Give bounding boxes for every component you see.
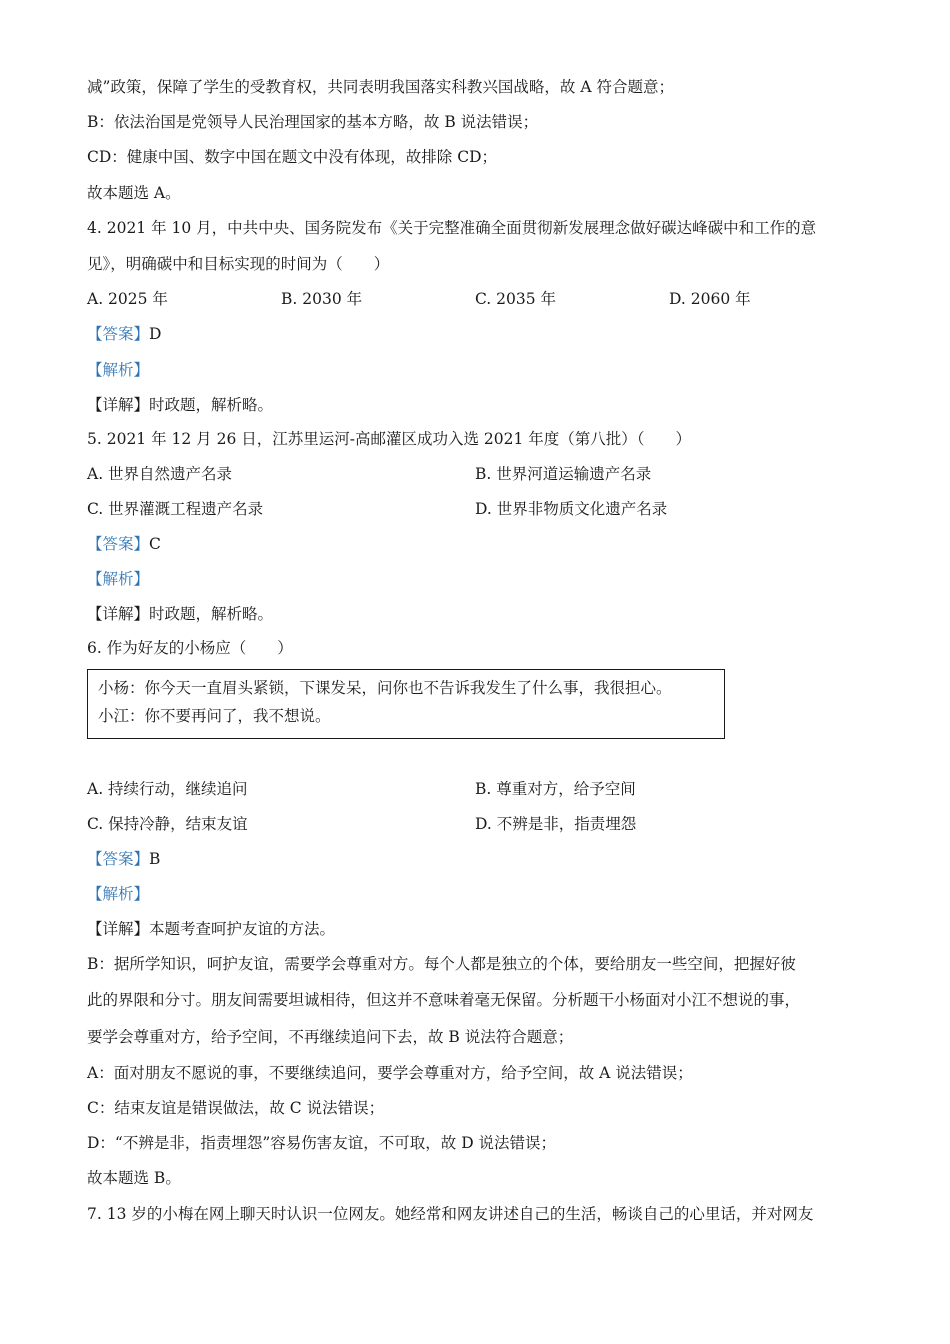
answer-label: 【答案】 bbox=[87, 535, 150, 553]
q6-explain-line: A：面对朋友不愿说的事，不要继续追问，要学会尊重对方，给予空间，故 A 说法错误； bbox=[87, 1064, 693, 1082]
detail-label: 【详解】 bbox=[87, 920, 150, 938]
q3-explain-line: B：依法治国是党领导人民治理国家的基本方略，故 B 说法错误； bbox=[87, 113, 539, 131]
q4-answer bbox=[87, 324, 161, 344]
q6-option-b: B. 尊重对方，给予空间 bbox=[475, 780, 636, 798]
q4-answer-value: D bbox=[149, 325, 162, 343]
q5-answer-value: C bbox=[149, 535, 161, 553]
q5-stem: 5. 2021 年 12 月 26 日，江苏里运河-高邮灌区成功入选 2021 年度（第八批）（ ） bbox=[87, 430, 692, 448]
q6-option-c: C. 保持冷静，结束友谊 bbox=[87, 815, 248, 833]
q6-answer-value: B bbox=[149, 850, 161, 868]
detail-label: 【详解】 bbox=[87, 605, 150, 623]
q4-stem: 4. 2021 年 10 月，中共中央、国务院发布《关于完整准确全面贯彻新发展理念做好碳达峰碳中和工作的意 bbox=[87, 219, 817, 237]
q4-stem: 见》，明确碳中和目标实现的时间为（ ） bbox=[87, 255, 390, 273]
analysis-label: 【解析】 bbox=[87, 570, 150, 588]
q4-option-a: A. 2025 年 bbox=[87, 290, 168, 308]
q5-answer bbox=[87, 534, 161, 554]
q6-detail bbox=[87, 919, 335, 939]
q5-option-d: D. 世界非物质文化遗产名录 bbox=[475, 500, 668, 518]
q4-option-d: D. 2060 年 bbox=[669, 290, 751, 308]
q5-analysis bbox=[87, 569, 149, 589]
q6-dialog-line: 小杨：你今天一直眉头紧锁，下课发呆，问你也不告诉我发生了什么事，我很担心。 bbox=[98, 679, 672, 697]
q6-option-a: A. 持续行动，继续追问 bbox=[87, 780, 248, 798]
q6-conclusion: 故本题选 B。 bbox=[87, 1169, 181, 1187]
q6-detail-text: 本题考查呵护友谊的方法。 bbox=[149, 920, 336, 938]
q6-explain-line: 要学会尊重对方，给予空间，不再继续追问下去，故 B 说法符合题意； bbox=[87, 1028, 574, 1046]
q5-option-b: B. 世界河道运输遗产名录 bbox=[475, 465, 652, 483]
q5-detail-text: 时政题，解析略。 bbox=[149, 605, 274, 623]
q3-explain-line: CD：健康中国、数字中国在题文中没有体现，故排除 CD； bbox=[87, 148, 498, 166]
analysis-label: 【解析】 bbox=[87, 361, 150, 379]
q5-option-c: C. 世界灌溉工程遗产名录 bbox=[87, 500, 264, 518]
q4-option-c: C. 2035 年 bbox=[475, 290, 557, 308]
q5-option-a: A. 世界自然遗产名录 bbox=[87, 465, 233, 483]
q6-explain-line: D：“不辨是非，指责埋怨”容易伤害友谊，不可取，故 D 说法错误； bbox=[87, 1134, 557, 1152]
q6-answer bbox=[87, 849, 160, 869]
q6-explain-line: 此的界限和分寸。朋友间需要坦诚相待，但这并不意味着毫无保留。分析题干小杨面对小江不想说的事， bbox=[87, 991, 801, 1009]
q3-explain-line: 减”政策，保障了学生的受教育权，共同表明我国落实科教兴国战略，故 A 符合题意； bbox=[87, 78, 674, 96]
q6-analysis bbox=[87, 884, 149, 904]
q6-explain-line: B：据所学知识，呵护友谊，需要学会尊重对方。每个人都是独立的个体，要给朋友一些空间，把握好彼 bbox=[87, 955, 796, 973]
q6-option-d: D. 不辨是非，指责埋怨 bbox=[475, 815, 637, 833]
detail-label: 【详解】 bbox=[87, 396, 150, 414]
answer-label: 【答案】 bbox=[87, 325, 150, 343]
q4-detail-text: 时政题，解析略。 bbox=[149, 396, 274, 414]
q5-detail bbox=[87, 604, 273, 624]
analysis-label: 【解析】 bbox=[87, 885, 150, 903]
q6-dialog-line: 小江：你不要再问了，我不想说。 bbox=[98, 707, 331, 725]
q6-dialog-box bbox=[87, 669, 725, 739]
q4-analysis bbox=[87, 360, 149, 380]
answer-label: 【答案】 bbox=[87, 850, 150, 868]
q3-conclusion: 故本题选 A。 bbox=[87, 184, 181, 202]
q6-stem: 6. 作为好友的小杨应（ ） bbox=[87, 639, 293, 657]
q7-stem: 7. 13 岁的小梅在网上聊天时认识一位网友。她经常和网友讲述自己的生活，畅谈自己的心里话，并对网友 bbox=[87, 1205, 814, 1223]
q4-detail bbox=[87, 395, 273, 415]
q6-explain-line: C：结束友谊是错误做法，故 C 说法错误； bbox=[87, 1099, 385, 1117]
q4-option-b: B. 2030 年 bbox=[281, 290, 363, 308]
